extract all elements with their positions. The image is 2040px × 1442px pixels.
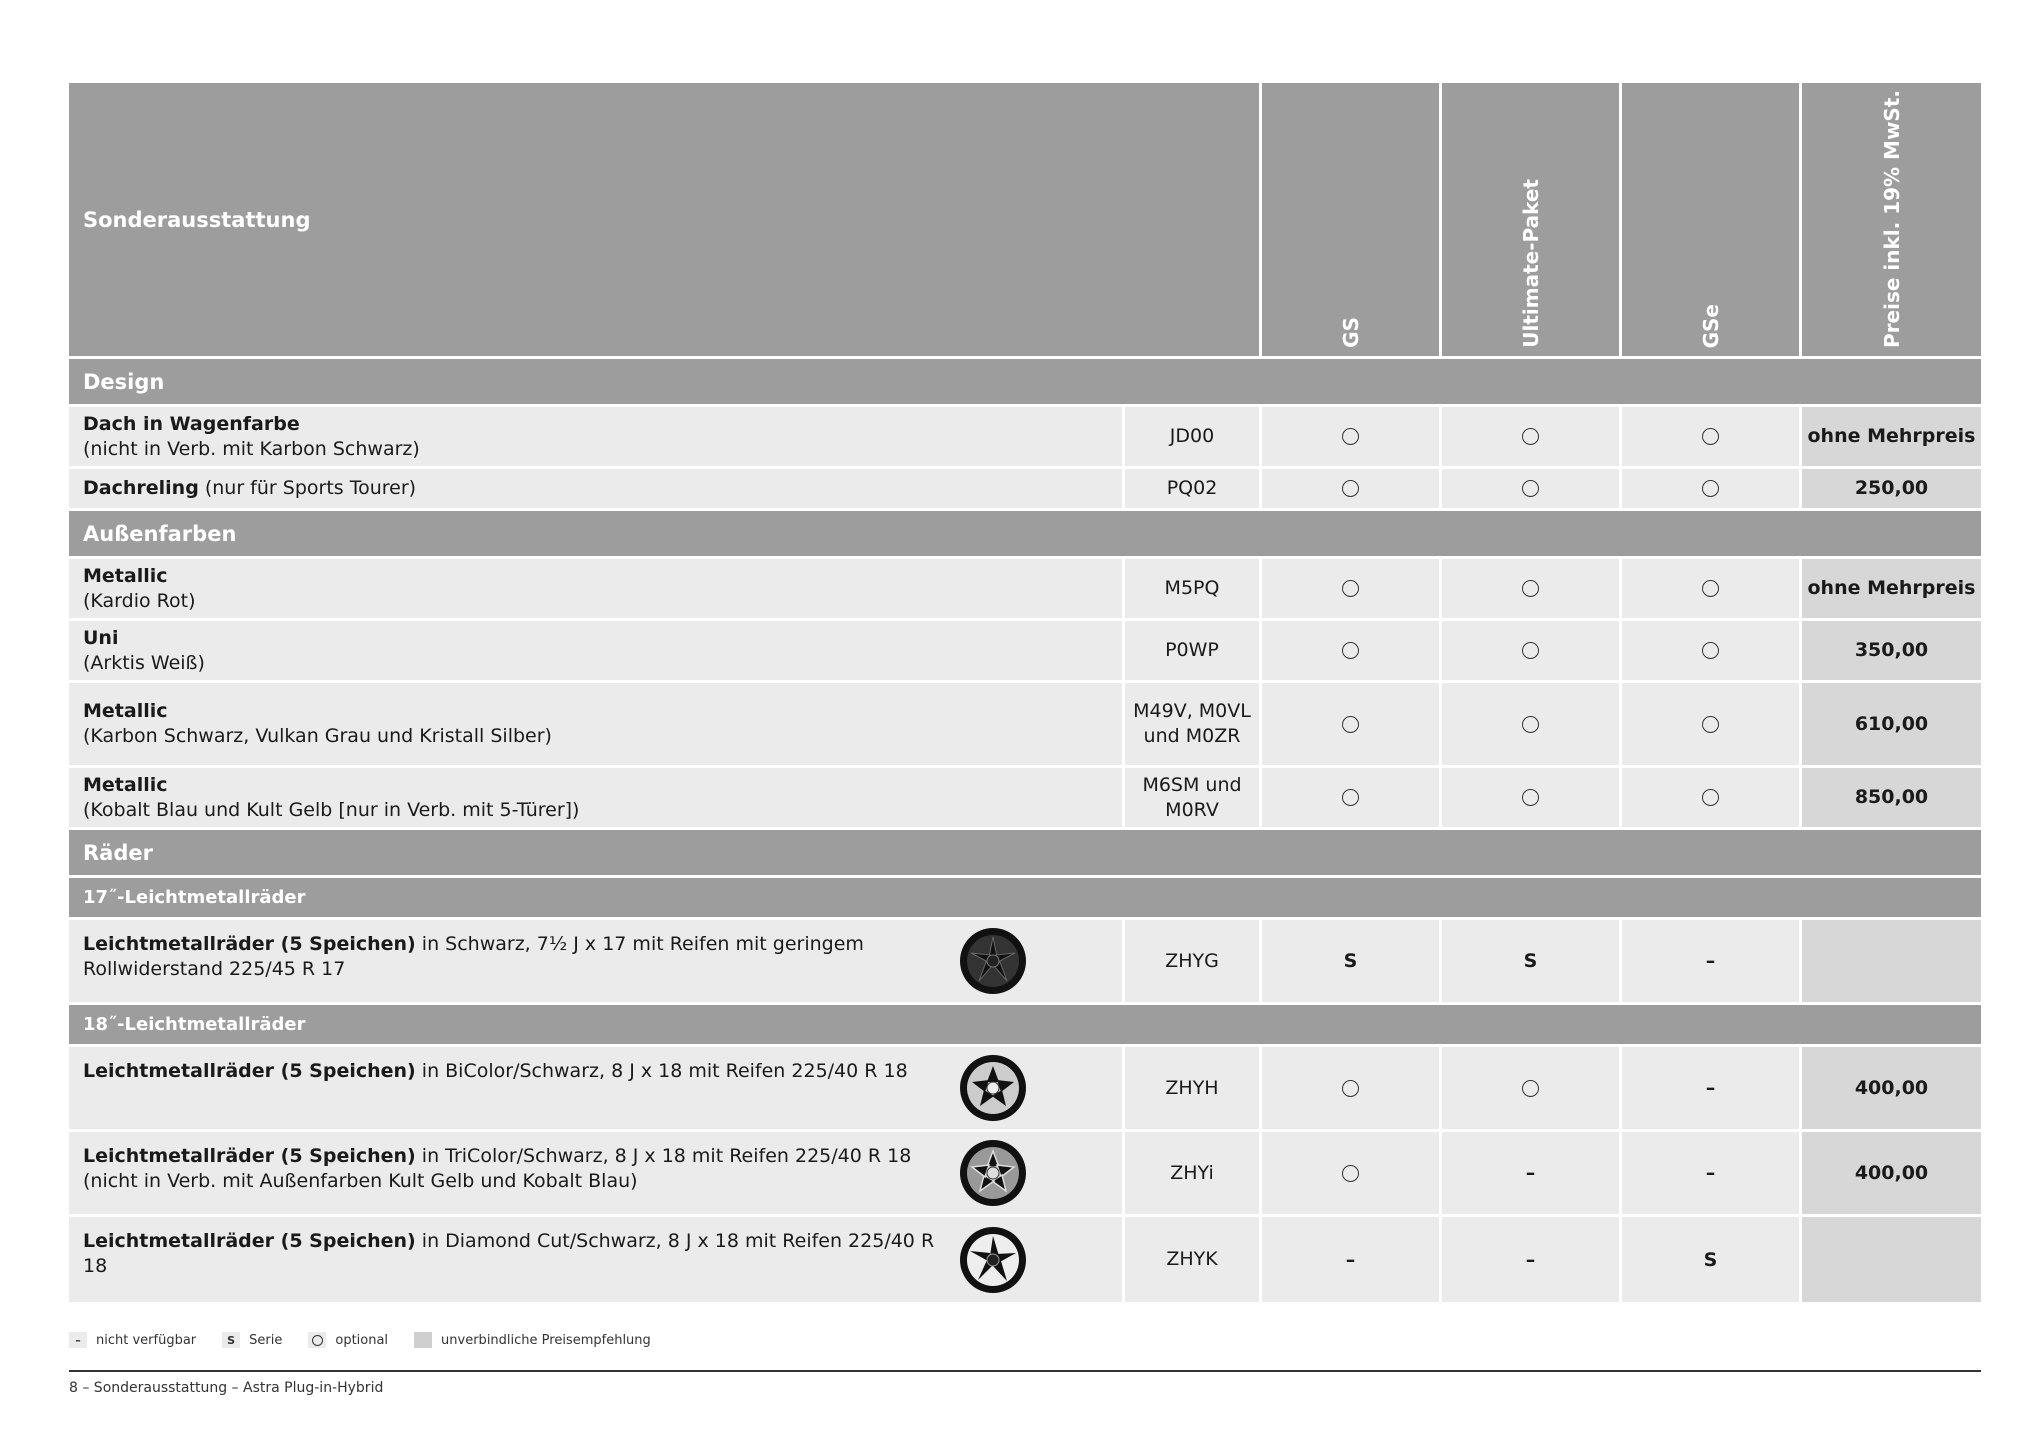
gs-optional xyxy=(1262,1132,1442,1214)
legend xyxy=(69,1332,677,1348)
optional-icon xyxy=(1342,642,1359,659)
row-code: ZHYi xyxy=(1125,1132,1262,1214)
optional-icon xyxy=(1522,789,1539,806)
row-price xyxy=(1802,1217,1981,1302)
optional-icon xyxy=(1342,716,1359,733)
row-description: Uni (Arktis Weiß) xyxy=(69,621,1125,680)
table-row xyxy=(69,407,1981,469)
wheel-diamond-cut-icon xyxy=(959,1226,1027,1294)
row-description: Leichtmetallräder (5 Speichen) in Schwarz, 7½ J x 17 mit Reifen mit geringem Rollwiderstand 225/45 R 17 xyxy=(69,920,1125,1002)
table-row xyxy=(69,1047,1981,1132)
gse-value: – xyxy=(1622,1132,1802,1214)
row-code: PQ02 xyxy=(1125,469,1262,508)
table-row xyxy=(69,621,1981,683)
row-price: ohne Mehrpreis xyxy=(1802,559,1981,618)
gse-value: – xyxy=(1622,1047,1802,1129)
section-raeder: Räder xyxy=(69,830,1981,878)
ultimate-value: S xyxy=(1442,920,1622,1002)
table-row xyxy=(69,683,1981,768)
gs-optional xyxy=(1262,407,1442,466)
gse-optional xyxy=(1622,559,1802,618)
ultimate-optional xyxy=(1442,1047,1622,1129)
optional-icon xyxy=(308,1332,326,1348)
ultimate-optional xyxy=(1442,559,1622,618)
row-price: 400,00 xyxy=(1802,1047,1981,1129)
gs-value: S xyxy=(1262,920,1442,1002)
row-price: 250,00 xyxy=(1802,469,1981,508)
ultimate-optional xyxy=(1442,621,1622,680)
gse-value: – xyxy=(1622,920,1802,1002)
gs-optional xyxy=(1262,683,1442,765)
optional-icon xyxy=(1702,716,1719,733)
footer-divider xyxy=(69,1370,1981,1372)
table-header xyxy=(69,83,1981,359)
optional-icon xyxy=(1702,580,1719,597)
row-code: ZHYG xyxy=(1125,920,1262,1002)
section-aussenfarben: Außenfarben xyxy=(69,511,1981,559)
gse-value: S xyxy=(1622,1217,1802,1302)
row-description: Leichtmetallräder (5 Speichen) in BiColor/Schwarz, 8 J x 18 mit Reifen 225/40 R 18 xyxy=(69,1047,1125,1129)
section-design: Design xyxy=(69,359,1981,407)
row-description: Dach in Wagenfarbe (nicht in Verb. mit Karbon Schwarz) xyxy=(69,407,1125,466)
legend-not-available: – nicht verfügbar xyxy=(69,1332,196,1348)
row-description: Metallic (Kardio Rot) xyxy=(69,559,1125,618)
optional-icon xyxy=(1342,580,1359,597)
optional-icon xyxy=(1522,642,1539,659)
table-row xyxy=(69,920,1981,1005)
gse-optional xyxy=(1622,683,1802,765)
optional-icon xyxy=(1522,716,1539,733)
series-icon: S xyxy=(222,1332,240,1348)
row-description: Dachreling (nur für Sports Tourer) xyxy=(69,469,1125,508)
row-description: Leichtmetallräder (5 Speichen) in TriColor/Schwarz, 8 J x 18 mit Reifen 225/40 R 18 (nicht in Verb. mit Außenfarben Kult Gelb und Kobalt Blau) xyxy=(69,1132,1125,1214)
optional-icon xyxy=(1522,480,1539,497)
equipment-table xyxy=(69,83,1981,1302)
gs-optional xyxy=(1262,621,1442,680)
table-row xyxy=(69,1132,1981,1217)
optional-icon xyxy=(1522,1080,1539,1097)
price-swatch-icon xyxy=(414,1332,432,1348)
col-header-gs: GS xyxy=(1262,83,1442,356)
row-code: ZHYH xyxy=(1125,1047,1262,1129)
ultimate-value: – xyxy=(1442,1132,1622,1214)
gs-optional xyxy=(1262,469,1442,508)
gse-optional xyxy=(1622,768,1802,827)
row-code: M49V, M0VL und M0ZR xyxy=(1125,683,1262,765)
subsection-17-inch: 17˝-Leichtmetallräder xyxy=(69,878,1981,920)
optional-icon xyxy=(1342,480,1359,497)
optional-icon xyxy=(1702,789,1719,806)
optional-icon xyxy=(1342,428,1359,445)
wheel-black-icon xyxy=(959,927,1027,995)
table-row xyxy=(69,469,1981,511)
row-price: 850,00 xyxy=(1802,768,1981,827)
wheel-tricolor-icon xyxy=(959,1139,1027,1207)
subsection-18-inch: 18˝-Leichtmetallräder xyxy=(69,1005,1981,1047)
row-price: 610,00 xyxy=(1802,683,1981,765)
gse-optional xyxy=(1622,407,1802,466)
ultimate-optional xyxy=(1442,768,1622,827)
page-footer: 8 – Sonderausstattung – Astra Plug-in-Hybrid xyxy=(69,1380,384,1396)
col-header-price: Preise inkl. 19% MwSt. xyxy=(1879,90,1904,348)
optional-icon xyxy=(1342,789,1359,806)
row-description: Leichtmetallräder (5 Speichen) in Diamond Cut/Schwarz, 8 J x 18 mit Reifen 225/40 R 18 xyxy=(69,1217,1125,1302)
table-title: Sonderausstattung xyxy=(69,83,1262,356)
gs-value: – xyxy=(1262,1217,1442,1302)
row-price xyxy=(1802,920,1981,1002)
optional-icon xyxy=(1522,428,1539,445)
optional-icon xyxy=(1702,642,1719,659)
table-row xyxy=(69,559,1981,621)
legend-series: S Serie xyxy=(222,1332,282,1348)
row-price: 350,00 xyxy=(1802,621,1981,680)
row-description: Metallic (Karbon Schwarz, Vulkan Grau und Kristall Silber) xyxy=(69,683,1125,765)
gse-optional xyxy=(1622,621,1802,680)
legend-optional: optional xyxy=(308,1332,388,1348)
ultimate-optional xyxy=(1442,683,1622,765)
optional-icon xyxy=(1522,580,1539,597)
row-price: ohne Mehrpreis xyxy=(1802,407,1981,466)
gs-optional xyxy=(1262,768,1442,827)
col-header-gse: GSe xyxy=(1622,83,1802,356)
row-code: ZHYK xyxy=(1125,1217,1262,1302)
legend-price: unverbindliche Preisempfehlung xyxy=(414,1332,651,1348)
optional-icon xyxy=(1702,480,1719,497)
ultimate-optional xyxy=(1442,407,1622,466)
row-code: JD00 xyxy=(1125,407,1262,466)
table-row xyxy=(69,1217,1981,1302)
ultimate-value: – xyxy=(1442,1217,1622,1302)
gs-optional xyxy=(1262,1047,1442,1129)
ultimate-optional xyxy=(1442,469,1622,508)
optional-icon xyxy=(1342,1080,1359,1097)
dash-icon: – xyxy=(69,1332,87,1348)
wheel-bicolor-icon xyxy=(959,1054,1027,1122)
row-description: Metallic (Kobalt Blau und Kult Gelb [nur in Verb. mit 5-Türer]) xyxy=(69,768,1125,827)
optional-icon xyxy=(1702,428,1719,445)
row-code: M5PQ xyxy=(1125,559,1262,618)
gs-optional xyxy=(1262,559,1442,618)
row-price: 400,00 xyxy=(1802,1132,1981,1214)
table-row xyxy=(69,768,1981,830)
col-header-ultimate: Ultimate-Paket xyxy=(1442,83,1622,356)
row-code: P0WP xyxy=(1125,621,1262,680)
optional-icon xyxy=(1342,1165,1359,1182)
row-code: M6SM und M0RV xyxy=(1125,768,1262,827)
gse-optional xyxy=(1622,469,1802,508)
